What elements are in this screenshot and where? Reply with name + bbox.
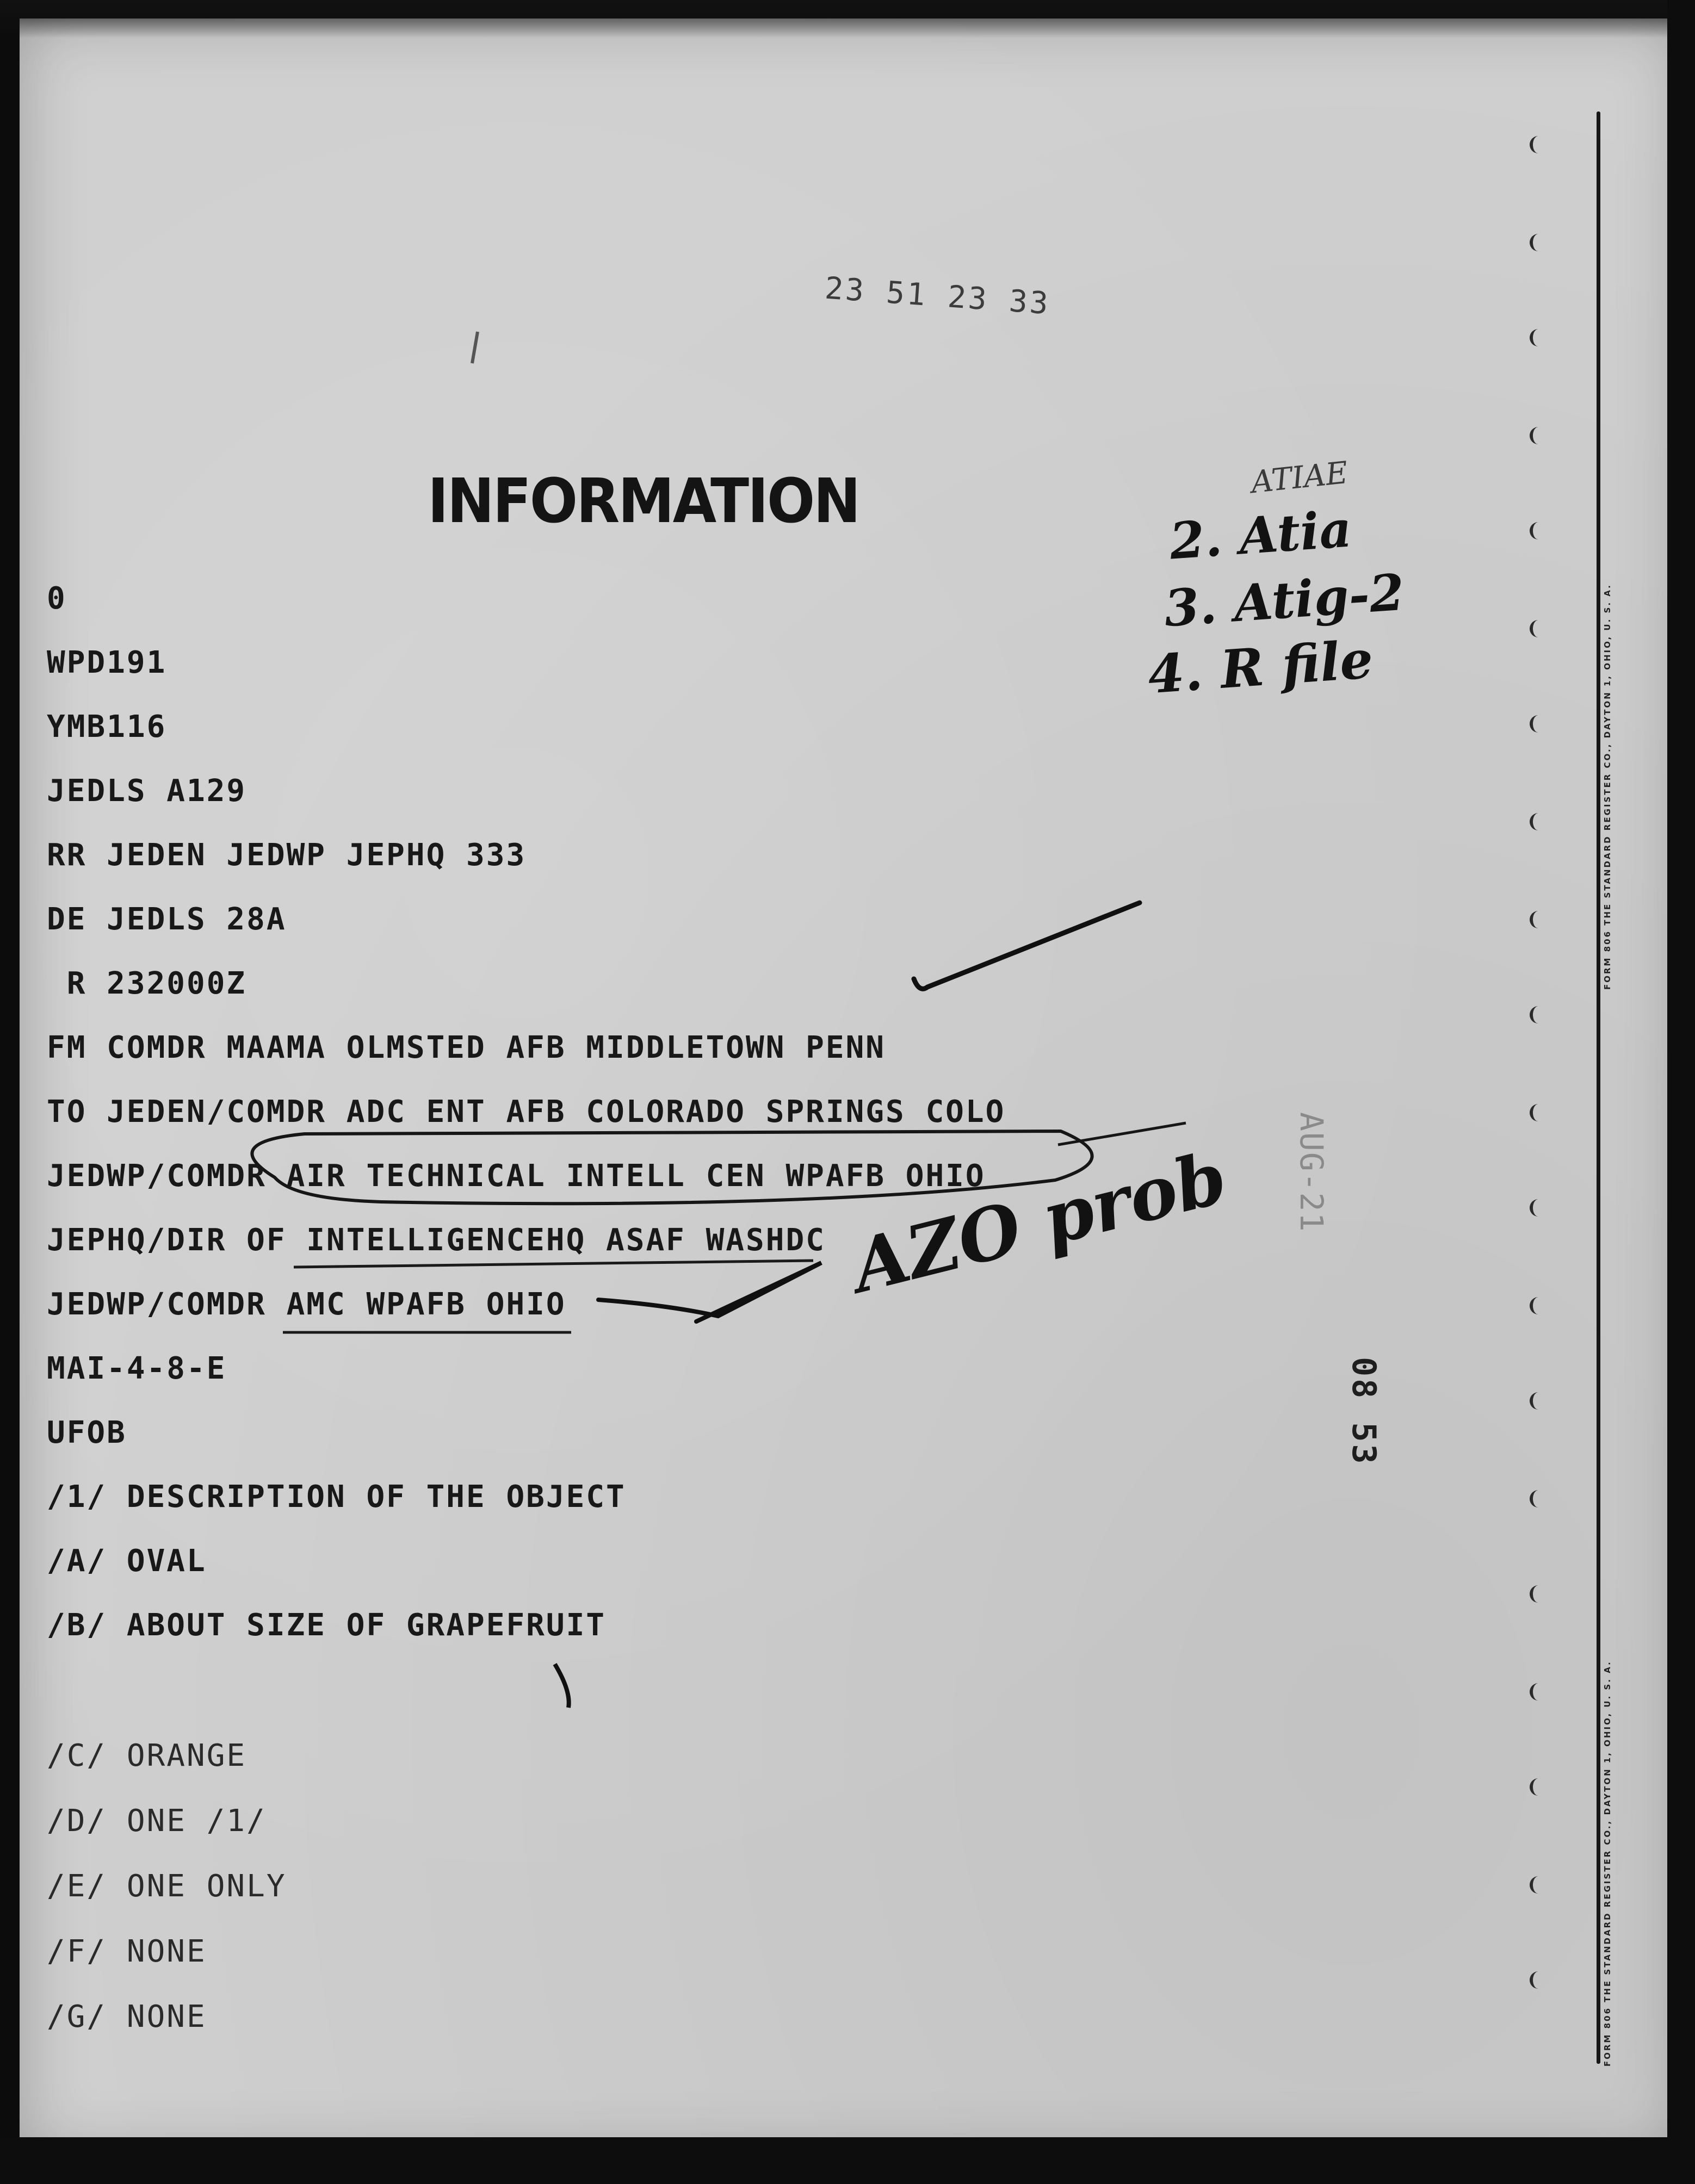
feed-mark bbox=[1530, 715, 1542, 733]
feed-mark bbox=[1530, 427, 1542, 444]
message-line: FM COMDR MAAMA OLMSTED AFB MIDDLETOWN PENN bbox=[47, 1030, 886, 1065]
side-time-stamp: 08 53 bbox=[1345, 1357, 1383, 1466]
feed-mark bbox=[1530, 1392, 1542, 1410]
message-line: JEPHQ/DIR OF INTELLIGENCEHQ ASAF WASHDC bbox=[47, 1223, 826, 1258]
feed-mark bbox=[1530, 1683, 1542, 1701]
feed-mark bbox=[1530, 620, 1542, 637]
feed-mark bbox=[1530, 1104, 1542, 1121]
message-line: 0 bbox=[47, 581, 67, 616]
feed-mark bbox=[1530, 1585, 1542, 1603]
message-line: YMB116 bbox=[47, 709, 167, 744]
received-date-stamp: 23 51 23 33 bbox=[824, 270, 1051, 322]
feed-mark bbox=[1530, 813, 1542, 830]
message-line: R 232000Z bbox=[47, 966, 247, 1001]
message-line: /G/ NONE bbox=[47, 1999, 207, 2034]
routing-note-line: 4. R file bbox=[1146, 628, 1375, 706]
feed-mark bbox=[1530, 911, 1542, 928]
message-line: JEDWP/COMDR AMC WPAFB OHIO bbox=[47, 1287, 566, 1322]
form-imprint-upper: FORM 806 THE STANDARD REGISTER CO., DAYTON 1, OHIO, U. S. A. bbox=[1603, 584, 1612, 990]
tractor-feed-marks bbox=[1530, 136, 1551, 2039]
message-line: DE JEDLS 28A bbox=[47, 902, 287, 937]
message-line: UFOB bbox=[47, 1415, 127, 1450]
margin-handwritten-note: AZO prob bbox=[844, 1135, 1235, 1310]
scan-top-edge bbox=[0, 0, 1695, 38]
message-line: JEDLS A129 bbox=[47, 773, 247, 809]
feed-mark bbox=[1530, 329, 1542, 346]
scan-bottom-edge bbox=[0, 2137, 1695, 2184]
information-stamp: INFORMATION bbox=[428, 465, 859, 537]
message-line: /B/ ABOUT SIZE OF GRAPEFRUIT bbox=[47, 1608, 607, 1643]
message-line: /C/ ORANGE bbox=[47, 1738, 247, 1773]
form-imprint-lower: FORM 806 THE STANDARD REGISTER CO., DAYTON 1, OHIO, U. S. A. bbox=[1603, 1660, 1612, 2067]
routing-note-line: 3. Atig-2 bbox=[1162, 562, 1407, 638]
side-date-stamp: AUG-21 bbox=[1293, 1112, 1330, 1233]
message-line: WPD191 bbox=[47, 645, 167, 680]
message-line: TO JEDEN/COMDR ADC ENT AFB COLORADO SPRINGS COLO bbox=[47, 1094, 1006, 1130]
routing-note-line: 2. Atia bbox=[1167, 499, 1354, 571]
scan-right-edge bbox=[1667, 0, 1695, 2184]
feed-mark bbox=[1530, 1199, 1542, 1217]
message-line: /F/ NONE bbox=[47, 1934, 207, 1969]
routing-note-heading: ATIAE bbox=[1249, 455, 1350, 501]
feed-mark bbox=[1530, 1490, 1542, 1507]
margin-rule bbox=[1597, 111, 1600, 2064]
feed-mark bbox=[1530, 1297, 1542, 1314]
feed-mark bbox=[1530, 1006, 1542, 1023]
feed-mark bbox=[1530, 522, 1542, 539]
feed-mark bbox=[1530, 1778, 1542, 1796]
feed-mark bbox=[1530, 1876, 1542, 1894]
message-line: /E/ ONE ONLY bbox=[47, 1869, 287, 1904]
feed-mark bbox=[1530, 1971, 1542, 1989]
message-line: JEDWP/COMDR AIR TECHNICAL INTELL CEN WPAFB OHIO bbox=[47, 1158, 986, 1194]
message-line: /D/ ONE /1/ bbox=[47, 1803, 267, 1839]
message-line: MAI-4-8-E bbox=[47, 1351, 227, 1386]
feed-mark bbox=[1530, 234, 1542, 251]
message-line: /A/ OVAL bbox=[47, 1543, 207, 1579]
message-line: /1/ DESCRIPTION OF THE OBJECT bbox=[47, 1479, 626, 1515]
message-line: RR JEDEN JEDWP JEPHQ 333 bbox=[47, 837, 527, 873]
document-sheet bbox=[20, 18, 1684, 2160]
feed-mark bbox=[1530, 136, 1542, 153]
